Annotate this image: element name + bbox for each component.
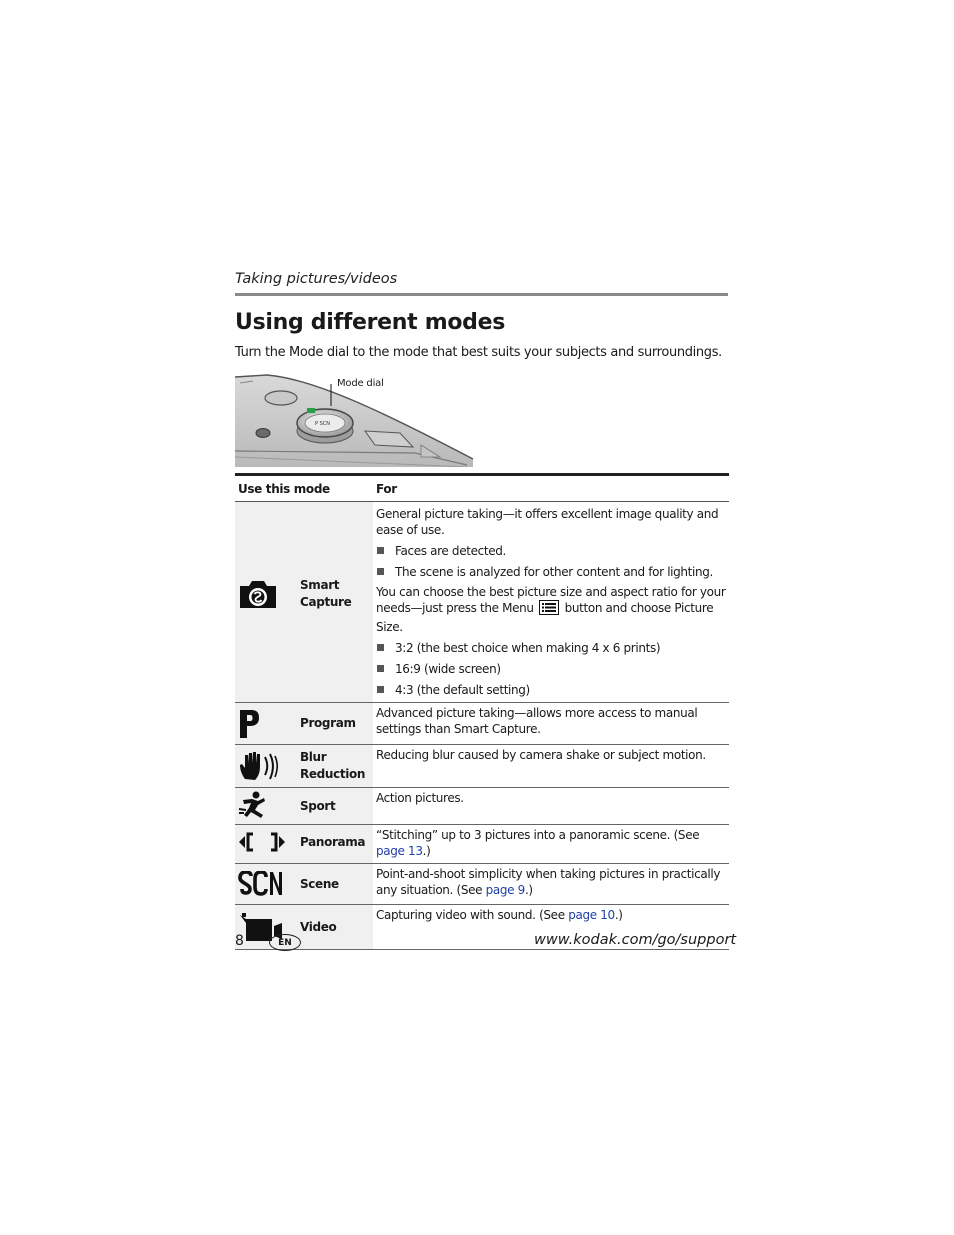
support-url: www.kodak.com/go/support bbox=[534, 932, 737, 948]
column-header-mode: Use this mode bbox=[235, 475, 373, 502]
mode-description: “Stitching” up to 3 pictures into a panoramic scene. (See page 13.) bbox=[373, 825, 729, 864]
language-badge: EN bbox=[269, 934, 301, 951]
program-icon bbox=[235, 709, 300, 739]
mode-name-video: Video bbox=[300, 919, 337, 934]
mode-name-panorama: Panorama bbox=[300, 834, 366, 849]
column-header-for: For bbox=[373, 475, 729, 502]
page-link[interactable]: page 13 bbox=[376, 844, 423, 858]
mode-name-program: Program bbox=[300, 716, 356, 730]
panorama-icon bbox=[235, 831, 300, 853]
table-row bbox=[235, 864, 729, 905]
list-item: The scene is analyzed for other content and for lighting. bbox=[376, 564, 726, 580]
intro-text: Turn the Mode dial to the mode that best suits your subjects and surroundings. bbox=[235, 345, 722, 360]
mode-name-scene: Scene bbox=[300, 876, 339, 891]
blur-reduction-icon bbox=[235, 749, 300, 783]
table-header-row bbox=[235, 475, 729, 502]
table-row bbox=[235, 825, 729, 864]
mode-description: General picture taking—it offers excellent image quality and ease of use. bbox=[376, 507, 719, 537]
mode-description: Reducing blur caused by camera shake or subject motion. bbox=[373, 745, 729, 788]
mode-name-blur-reduction: Blur Reduction bbox=[300, 750, 366, 781]
mode-description: Capturing video with sound. (See page 10.) bbox=[373, 905, 729, 950]
mode-description: Action pictures. bbox=[373, 788, 729, 825]
table-row bbox=[235, 745, 729, 788]
mode-description: Advanced picture taking—allows more access to manual settings than Smart Capture. bbox=[373, 703, 729, 745]
mode-name-smart-capture: Smart Capture bbox=[300, 578, 352, 609]
modes-table bbox=[235, 473, 729, 950]
page-number: 8 bbox=[235, 933, 244, 949]
header-rule bbox=[235, 293, 728, 296]
list-item: Faces are detected. bbox=[376, 543, 726, 559]
smart-capture-icon bbox=[235, 578, 300, 610]
mode-description-2: You can choose the best picture size and aspect ratio for your needs—just press the Menu button and choose Picture Size. bbox=[376, 585, 726, 634]
mode-description: Point-and-shoot simplicity when taking pictures in practically any situation. (See page 9.) bbox=[373, 864, 729, 905]
table-row bbox=[235, 788, 729, 825]
mode-dial-callout: Mode dial bbox=[337, 378, 384, 389]
scene-icon bbox=[235, 871, 300, 897]
page-link[interactable]: page 9 bbox=[485, 883, 525, 897]
section-header: Taking pictures/videos bbox=[235, 271, 398, 287]
page-title: Using different modes bbox=[235, 310, 506, 335]
list-item: 4:3 (the default setting) bbox=[376, 682, 726, 698]
page-link[interactable]: page 10 bbox=[568, 908, 615, 922]
mode-name-sport: Sport bbox=[300, 798, 336, 813]
list-item: 3:2 (the best choice when making 4 x 6 prints) bbox=[376, 640, 726, 656]
menu-button-icon bbox=[539, 600, 559, 619]
list-item: 16:9 (wide screen) bbox=[376, 661, 726, 677]
table-row bbox=[235, 502, 729, 703]
sport-icon bbox=[235, 791, 300, 821]
table-row bbox=[235, 703, 729, 745]
svg-text:P SCN: P SCN bbox=[315, 421, 331, 427]
